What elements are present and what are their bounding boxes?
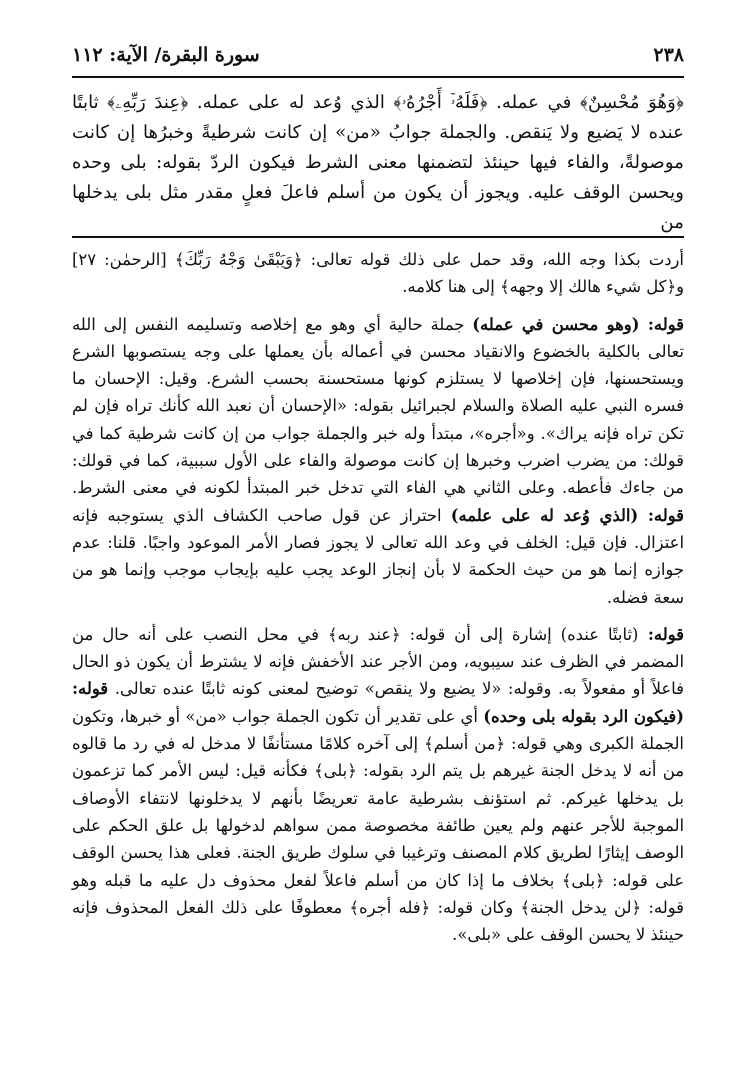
commentary-paragraph-3: [72, 621, 684, 949]
main-text: ﴿وَهُوَ مُحْسِنٌ﴾ في عمله. ﴿فَلَهُۥٓ أَجْرُهُۥ﴾ الذي وُعد له على عمله. ﴿عِندَ رَبِّهِۦ﴾ ثابتًا عنده لا يَضيع ولا يَنقص. والجملة جوابُ «من» إن كانت شرطيةً وخبرُها إن كانت موصولةً، والفاء فيها حينئذ لتضمنها معنى الشرط فيكون الردّ بقوله: بلى وحده ويحسن الوقف عليه. ويجوز أن يكون من أسلم فاعلَ فعلٍ مقدر مثل بلى يدخلها من: [72, 92, 684, 233]
commentary-label: (الذي وُعد له على علمه): [450, 505, 639, 525]
commentary-label: قوله:: [638, 505, 685, 525]
commentary-text: جملة حالية أي وهو مع إخلاصه وتسليمه النفس إلى الله تعالى بالكلية بالخضوع والانقياد محسن في أعماله بأن يعملها على وجه يستصوبها الشرع ويستحسنها، فإن إخلاصها لا يستلزم كونها مستحسنة بحسب الشرع. وقيل: الإحسان ما فسره النبي عليه الصلاة والسلام لجبرائيل بقوله: «الإحسان أن نعبد الله كأنك تراه فإن لم تكن تراه فإنه يراك». و«أجره»، مبتدأ وله خبر والجملة جواب من إن كانت شرطية كما في قولك: من يضرب اضرب وخبرها إن كانت موصولة والفاء على الأول سببية، كما في قولك: من جاءك فأعطه. وعلى الثاني هي الفاء التي تدخل خبر المبتدأ لكونه في معنى الشرط.: [72, 314, 684, 498]
header-rule: [72, 76, 684, 78]
commentary-text: (ثابتًا عنده): [560, 624, 639, 644]
surah-reference: سورة البقرة/ الآية: ١١٢: [72, 44, 260, 66]
commentary-paragraph-2: [72, 311, 684, 611]
commentary-text: أي على تقدير أن تكون الجملة جواب «من» أو خبرها، وتكون الجملة الكبرى وهي قوله: ﴿من أسلم﴾ إلى آخره كلامًا مستأنفًا لا مدخل له في رد ما قالوه من أنه لا يدخل الجنة غيرهم بل يتم الرد بقوله: ﴿بلى﴾ فكأنه قيل: ليس الأمر كما تزعمون بل يدخلها غيركم. ثم استؤنف بشرطية عامة تعريضًا بأنهم لا يدخلونها لانتفاء الأوصاف الموجبة للأجر عنهم ولم يعين طائفة مخصوصة ممن سواهم لدخولها بل علق الحكم على الوصف إيثارًا لطريق كلام المصنف وترغيبا في سلوك طريق الجنة. فعلى هذا يحسن الوقف على قوله: ﴿بلى﴾ بخلاف ما إذا كان من أسلم فاعلاً لفعل محذوف دل عليه ما قبله وهو قوله: ﴿لن يدخل الجنة﴾ وكان قوله: ﴿فله أجره﴾ معطوفًا على ذلك الفعل المحذوف فإنه حينئذ لا يحسن الوقف على «بلى».: [72, 706, 684, 945]
footnote-divider: [72, 236, 684, 238]
commentary-label: قوله:: [639, 314, 684, 334]
commentary-paragraph-1: أردت بكذا وجه الله، وقد حمل على ذلك قوله تعالى: ﴿وَيَبْقَىٰ وَجْهُ رَبِّكَ﴾ [الرحمٰن: ٢٧] و﴿كل شيء هالك إلا وجهه﴾ إلى هنا كلامه.: [72, 250, 684, 297]
commentary-block: [72, 246, 684, 948]
main-text-block: [72, 88, 684, 238]
commentary-label: قوله:: [638, 624, 685, 644]
page-header: [72, 40, 684, 70]
commentary-label: (فيكون الرد بقوله بلى وحده): [483, 706, 684, 726]
page-number: ٢٣٨: [653, 44, 684, 66]
commentary-label: (وهو محسن في عمله): [472, 314, 640, 334]
commentary-text: إشارة إلى أن قوله: ﴿عند ربه﴾ في محل النصب على أنه حال من المضمر في الظرف عند سيبويه، ومن الأجر عند الأخفش فإنه لا يشترط أن يكون ذو الحال فاعلاً أو مفعولاً به. وقوله: «لا يضيع ولا ينقص» توضيح لمعنى كونه ثابتًا عنده تعالى.: [72, 624, 684, 699]
commentary-text: احتراز عن قول صاحب الكشاف الذي يستوجبه فإنه اعتزال. فإن قيل: الخلف في وعد الله تعالى لا يجوز فصار الأمر الموعود واجبًا. قلنا: عدم جوازه إنما هو من حيث الحكمة لا بأن إنجاز الوعد يجب عليه بإيجاب موجب وإنما هو من سعة فضله.: [72, 505, 684, 607]
commentary-label: قوله:: [72, 679, 109, 699]
